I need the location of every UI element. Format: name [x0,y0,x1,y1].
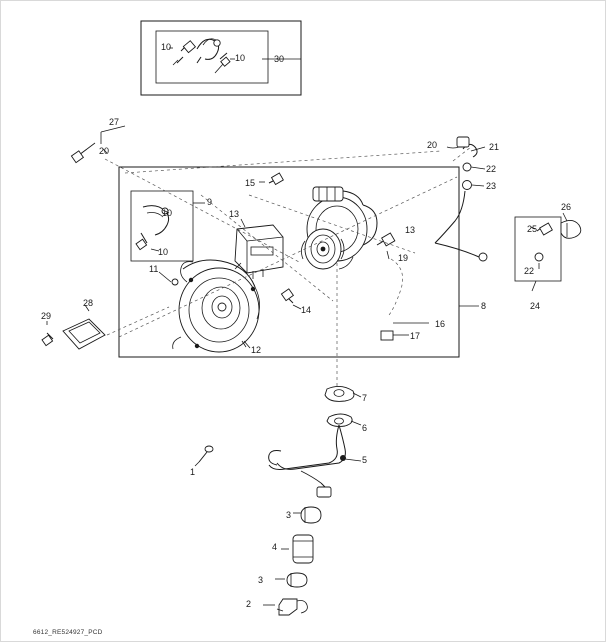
callout-4: 4 [272,542,278,552]
callout-10c: 10 [162,208,173,218]
callout-10d: 10 [158,247,169,257]
callout-16: 16 [435,319,446,329]
callout-20: 20 [99,146,110,156]
callout-5: 5 [362,455,368,465]
oil-line-assembly [435,137,487,261]
diagram-vector-layer [1,1,606,643]
callout-20b: 20 [427,140,438,150]
callout-10b: 10 [235,53,246,63]
bolt-14 [281,289,301,309]
callout-22b: 22 [524,266,535,276]
detail-box-24-group [515,213,581,291]
callout-24: 24 [530,301,541,311]
callout-11: 11 [149,264,159,274]
callout-23: 23 [486,181,497,191]
callout-14: 14 [301,305,312,315]
compressor-housing-12 [173,260,260,352]
callout-1: 1 [190,467,196,477]
callout-3: 3 [258,575,264,585]
drain-tube-assembly [269,386,361,497]
bolt-11 [159,272,178,285]
callout-28: 28 [83,298,94,308]
callout-15: 15 [245,178,256,188]
bolt-10-b [215,53,230,73]
hose-pipe-stack [263,507,321,615]
drawing-code: 6612_RE524927_PCD [33,629,103,636]
callout-30: 30 [274,54,285,64]
bolt-15 [259,173,283,184]
callout-22: 22 [486,164,497,174]
callout-21: 21 [489,142,500,152]
bolt-10-a [173,41,195,65]
callout-25: 25 [527,224,538,234]
callout-27: 27 [109,117,120,127]
callout-29: 29 [41,311,52,321]
bolts-27-20 [71,126,125,163]
callout-7: 7 [362,393,368,403]
callout-13b: 13 [405,225,416,235]
clamp-part-30 [197,39,220,63]
callout-13: 13 [229,209,240,219]
callout-10: 10 [161,42,172,52]
main-assembly-box-group [119,167,479,357]
gasket-28 [42,305,105,349]
assembly-dashed-lines [105,147,471,387]
callout-9: 9 [207,197,213,207]
callout-19: 19 [398,253,409,263]
callout-3b: 3 [286,510,292,520]
callout-6: 6 [362,423,368,433]
callout-2: 2 [246,599,252,609]
callout-26: 26 [561,202,572,212]
turbine-housing [301,187,377,269]
callout-8: 8 [481,301,487,311]
callout-17: 17 [410,331,421,341]
plug-1 [195,446,213,466]
callout-12: 12 [251,345,262,355]
